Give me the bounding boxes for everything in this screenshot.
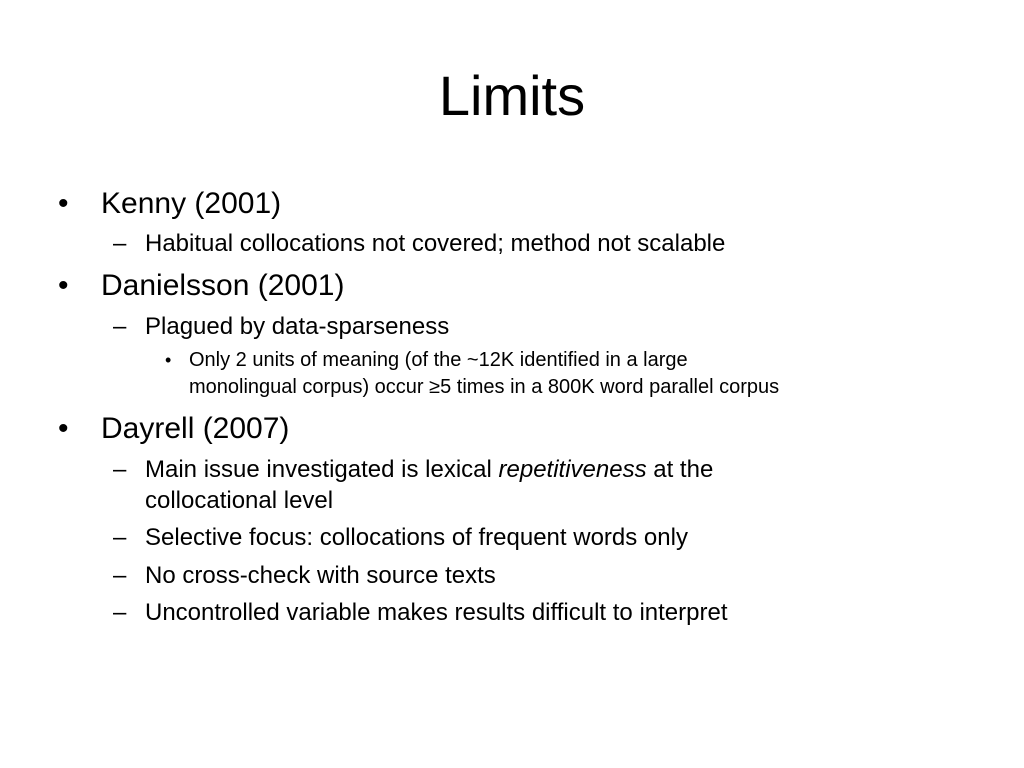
sub-item-line bbox=[145, 454, 713, 485]
bullet-marker: • bbox=[58, 269, 69, 302]
bullet-marker: • bbox=[58, 412, 69, 445]
dash-marker: – bbox=[113, 456, 127, 483]
sub-item bbox=[113, 560, 496, 591]
emphasis-text: repetitiveness bbox=[498, 456, 647, 483]
sub-sub-item-line: monolingual corpus) occur ≥5 times in a 800K word parallel corpus bbox=[189, 376, 780, 398]
bullet-text: Danielsson (2001) bbox=[101, 269, 345, 302]
dash-marker: – bbox=[113, 599, 127, 626]
sub-item-text: at the bbox=[646, 456, 714, 483]
sub-item-text: Habitual collocations not covered; method not scalable bbox=[145, 230, 726, 257]
sub-item bbox=[113, 228, 726, 259]
dash-marker: – bbox=[113, 313, 127, 340]
sub-sub-item-line: Only 2 units of meaning (of the ~12K identified in a large bbox=[189, 349, 688, 371]
sub-item-text: No cross-check with source texts bbox=[145, 562, 496, 589]
sub-item bbox=[113, 454, 714, 516]
bullet-item-dayrell bbox=[58, 411, 290, 447]
bullet-marker: • bbox=[58, 187, 69, 220]
sub-item-text: Plagued by data-sparseness bbox=[145, 313, 450, 340]
bullet-marker: • bbox=[165, 350, 172, 370]
slide-title: Limits bbox=[438, 64, 586, 127]
bullet-text: Kenny (2001) bbox=[101, 187, 282, 220]
dash-marker: – bbox=[113, 230, 127, 257]
sub-item bbox=[113, 597, 728, 628]
sub-item bbox=[113, 522, 688, 553]
sub-sub-item bbox=[165, 347, 780, 401]
bullet-text: Dayrell (2007) bbox=[101, 412, 290, 445]
bullet-item-danielsson bbox=[58, 268, 345, 304]
sub-item-text: Selective focus: collocations of frequent words only bbox=[145, 524, 688, 551]
sub-item-line: collocational level bbox=[145, 487, 334, 514]
bullet-item-kenny bbox=[58, 186, 282, 222]
sub-item bbox=[113, 311, 450, 342]
dash-marker: – bbox=[113, 524, 127, 551]
sub-item-text: Uncontrolled variable makes results difficult to interpret bbox=[145, 599, 728, 626]
sub-item-text: Main issue investigated is lexical bbox=[145, 456, 499, 483]
dash-marker: – bbox=[113, 562, 127, 589]
